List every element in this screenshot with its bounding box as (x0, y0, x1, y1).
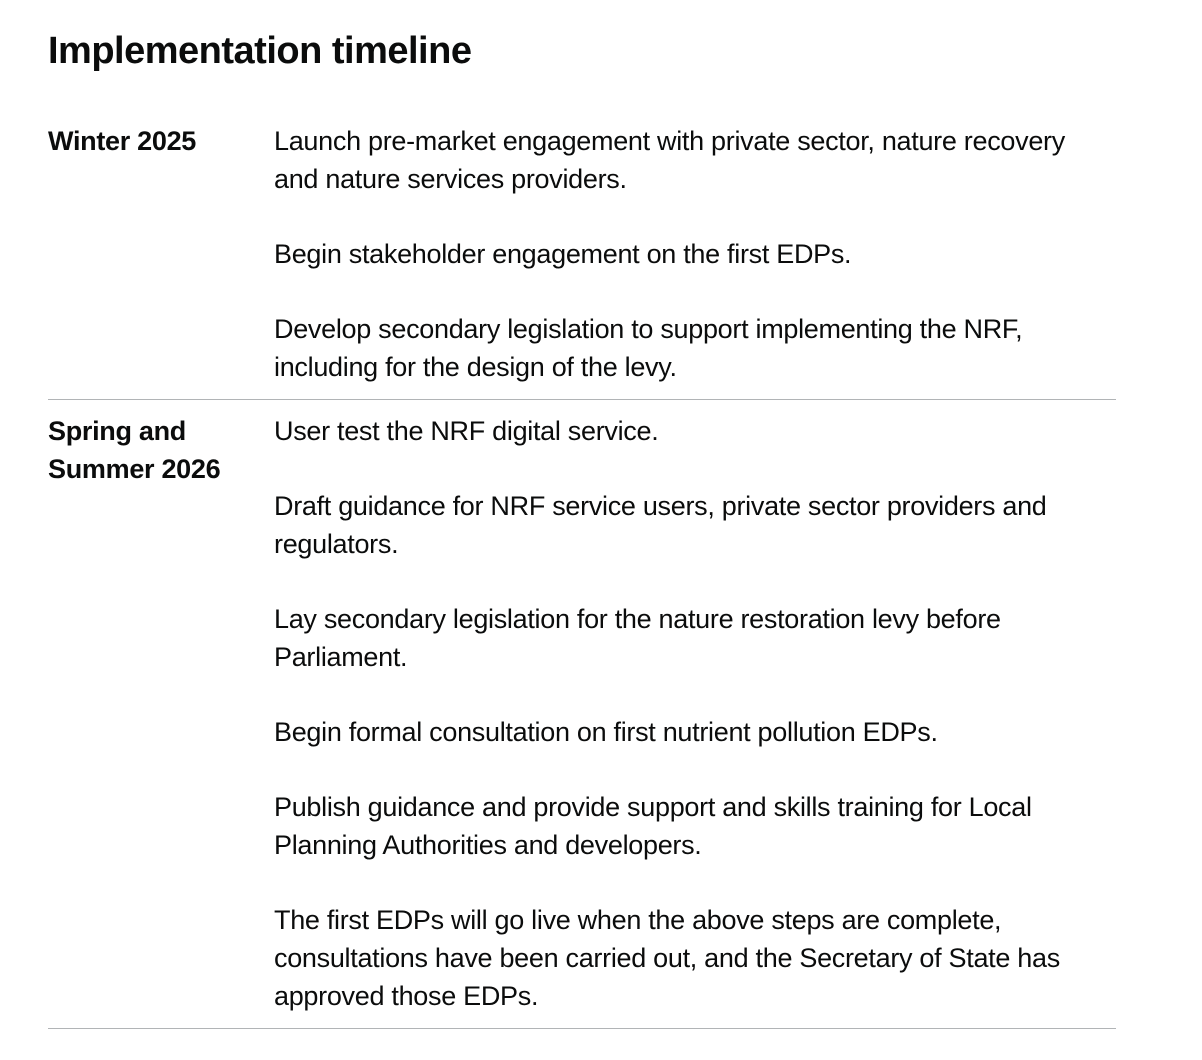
timeline-row-spring-summer-2026 (48, 400, 1116, 1029)
section-heading: Implementation timeline (48, 30, 472, 72)
timeline-item: Begin stakeholder engagement on the first EDPs. (274, 239, 852, 269)
timeline-item: Publish guidance and provide support and skills training for Local Planning Authorities and developers. (274, 792, 1032, 860)
timeline-item: Lay secondary legislation for the nature restoration levy before Parliament. (274, 604, 1001, 672)
timeline-items (274, 412, 1116, 1015)
timeline-item: Draft guidance for NRF service users, private sector providers and regulators. (274, 491, 1047, 559)
timeline-item: Develop secondary legislation to support implementing the NRF, including for the design of the levy. (274, 314, 1023, 382)
timeline-table (48, 110, 1116, 1029)
timeline-period: Winter 2025 (48, 126, 197, 156)
timeline-item: Begin formal consultation on first nutrient pollution EDPs. (274, 717, 938, 747)
timeline-item: Launch pre-market engagement with private sector, nature recovery and nature services providers. (274, 126, 1065, 194)
timeline-period: Spring and Summer 2026 (48, 416, 221, 484)
timeline-items (274, 122, 1116, 386)
timeline-row-winter-2025 (48, 110, 1116, 400)
timeline-item: The first EDPs will go live when the above steps are complete, consultations have been carried out, and the Secretary of State has approved those EDPs. (274, 905, 1060, 1011)
timeline-item: User test the NRF digital service. (274, 416, 659, 446)
